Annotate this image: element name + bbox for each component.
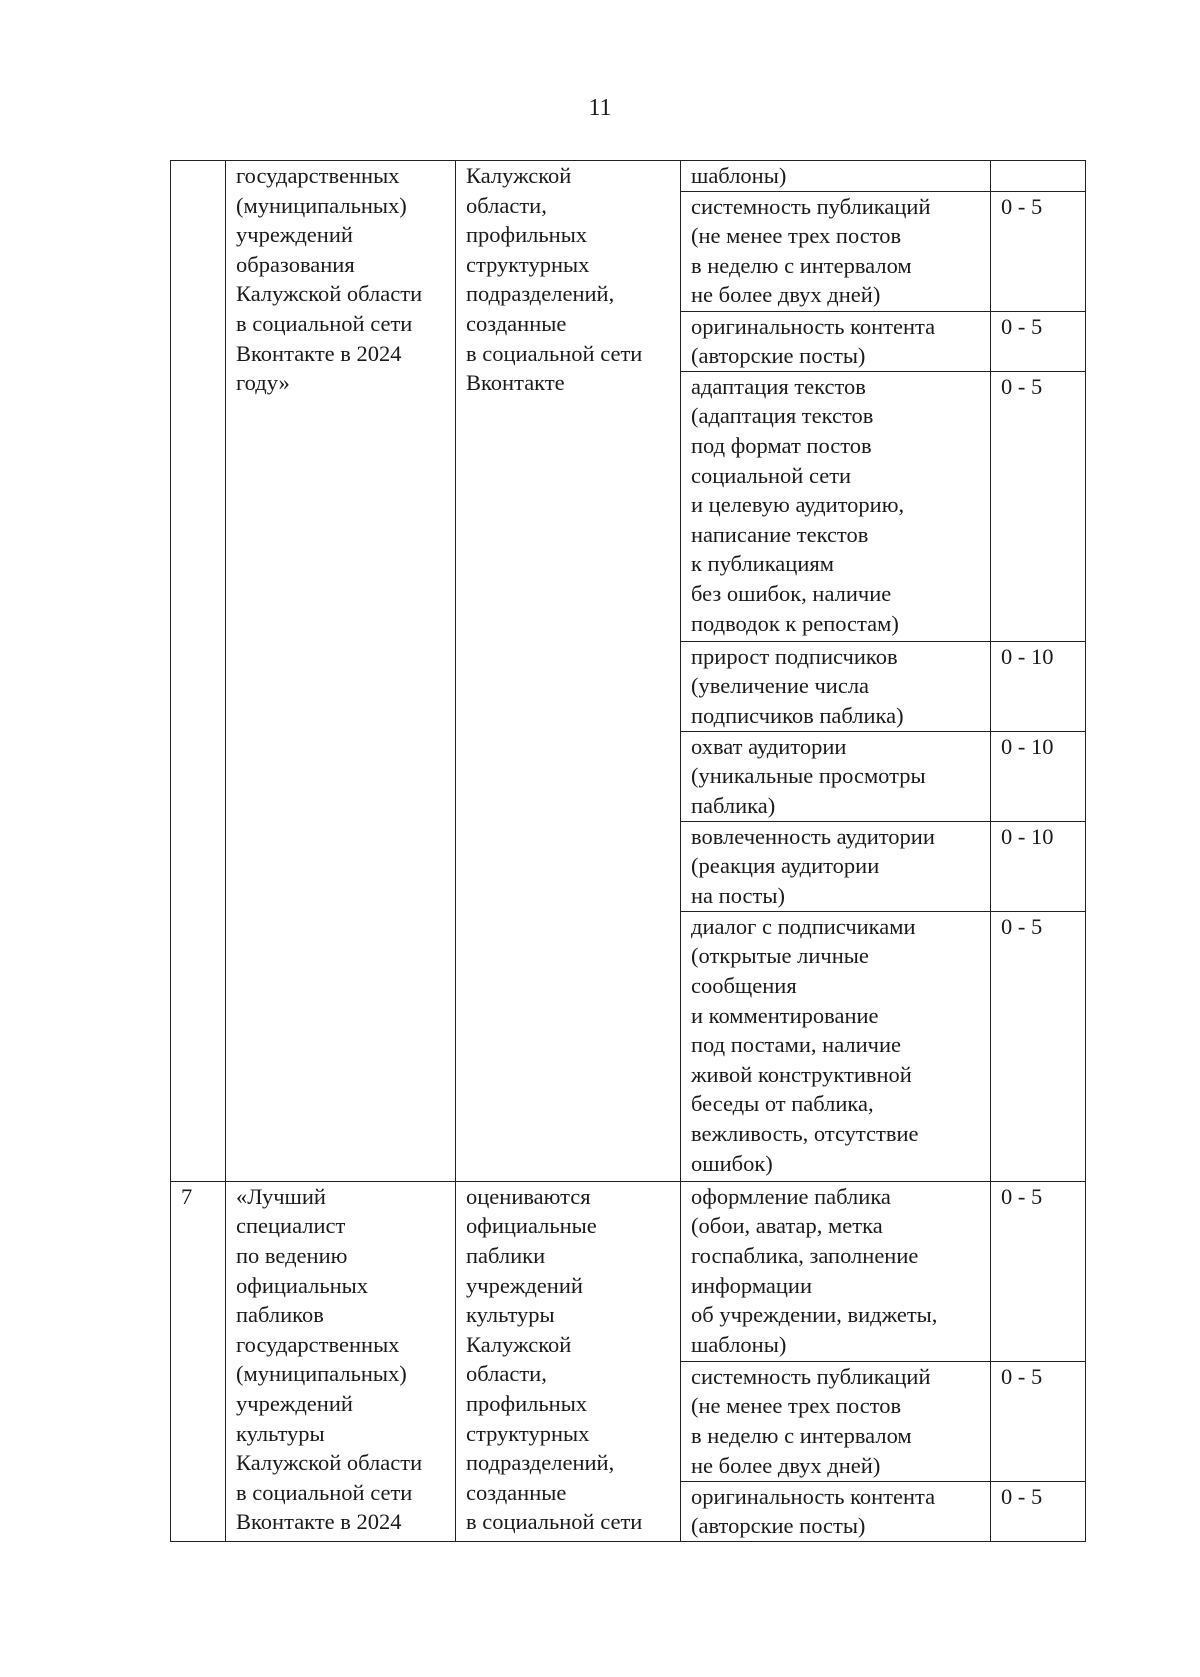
score-cell: 0 - 5 [991, 1181, 1086, 1361]
score-cell: 0 - 5 [991, 1361, 1086, 1481]
criterion-cell: системность публикаций (не менее трех постов в неделю с интервалом не более двух дней) [681, 191, 991, 311]
score-cell [991, 161, 1086, 192]
row-number-cell: 7 [171, 1181, 226, 1541]
table-row [171, 161, 1086, 192]
score-cell: 0 - 5 [991, 371, 1086, 641]
score-cell: 0 - 10 [991, 731, 1086, 821]
criterion-cell: оригинальность контента (авторские посты) [681, 1481, 991, 1541]
criterion-cell: оригинальность контента (авторские посты) [681, 311, 991, 371]
score-cell: 0 - 5 [991, 911, 1086, 1181]
criterion-cell: вовлеченность аудитории (реакция аудитории на посты) [681, 821, 991, 911]
criteria-table [170, 160, 1086, 1542]
subject-cell: Калужской области, профильных структурных подразделений, созданные в социальной сети Вконтакте [456, 161, 681, 1182]
row-number-cell [171, 161, 226, 1182]
table-row [171, 1181, 1086, 1361]
criterion-cell: диалог с подписчиками (открытые личные сообщения и комментирование под постами, наличие живой конструктивной беседы от паблика, вежливость, отсутствие ошибок) [681, 911, 991, 1181]
criterion-cell: охват аудитории (уникальные просмотры паблика) [681, 731, 991, 821]
criterion-cell: адаптация текстов (адаптация текстов под формат постов социальной сети и целевую аудиторию, написание текстов к публикациям без ошибок, наличие подводок к репостам) [681, 371, 991, 641]
subject-cell: оцениваются официальные паблики учреждений культуры Калужской области, профильных структурных подразделений, созданные в социальной сети [456, 1181, 681, 1541]
nomination-cell: «Лучший специалист по ведению официальных пабликов государственных (муниципальных) учреждений культуры Калужской области в социальной сети Вконтакте в 2024 [226, 1181, 456, 1541]
score-cell: 0 - 5 [991, 1481, 1086, 1541]
score-cell: 0 - 5 [991, 311, 1086, 371]
score-cell: 0 - 10 [991, 821, 1086, 911]
criterion-cell: шаблоны) [681, 161, 991, 192]
score-cell: 0 - 10 [991, 641, 1086, 731]
criterion-cell: системность публикаций (не менее трех постов в неделю с интервалом не более двух дней) [681, 1361, 991, 1481]
score-cell: 0 - 5 [991, 191, 1086, 311]
page-number: 11 [588, 95, 612, 121]
criterion-cell: оформление паблика (обои, аватар, метка госпаблика, заполнение информации об учреждении, виджеты, шаблоны) [681, 1181, 991, 1361]
nomination-cell: государственных (муниципальных) учреждений образования Калужской области в социальной сети Вконтакте в 2024 году» [226, 161, 456, 1182]
criterion-cell: прирост подписчиков (увеличение числа подписчиков паблика) [681, 641, 991, 731]
